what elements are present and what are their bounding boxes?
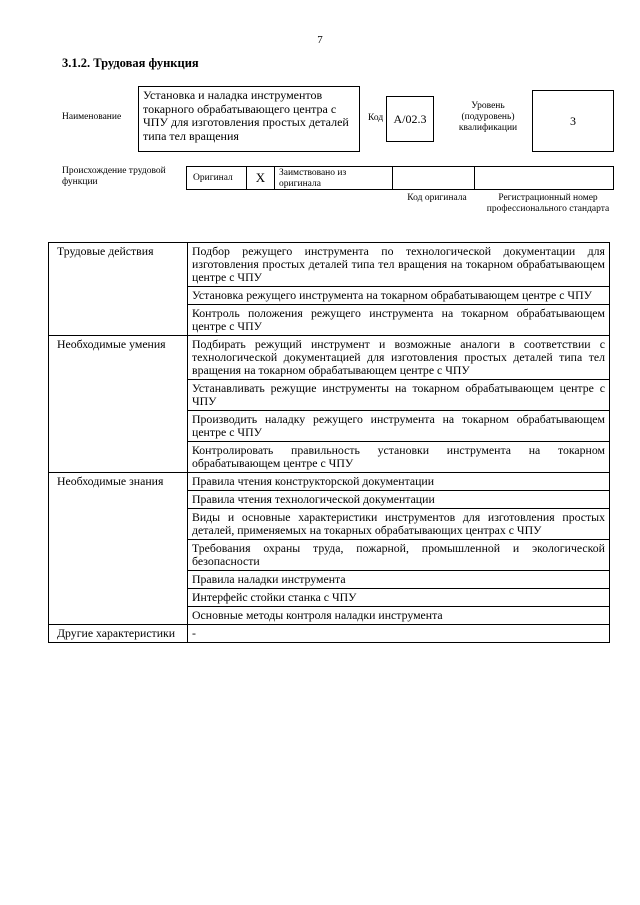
origin-code-caption: Код оригинала bbox=[407, 193, 467, 203]
item-cell: Установка режущего инструмента на токарном обрабатывающем центре с ЧПУ bbox=[188, 287, 610, 305]
borrowed-label: Заимствовано из оригинала bbox=[279, 168, 347, 189]
item-cell: Требования охраны труда, пожарной, промышленной и экологической безопасности bbox=[188, 540, 610, 571]
item-cell: Основные методы контроля наладки инструмента bbox=[188, 607, 610, 625]
item-cell: Подбирать режущий инструмент и возможные аналоги в соответствии с технологической документацией для изготовления простых деталей типа тел вращения на токарном обрабатывающем центре с ЧПУ bbox=[188, 336, 610, 380]
reg-number-cell bbox=[475, 167, 613, 189]
code-value: А/02.3 bbox=[386, 96, 434, 142]
table-row bbox=[49, 473, 610, 491]
item-cell: Правила наладки инструмента bbox=[188, 571, 610, 589]
level-value: 3 bbox=[532, 90, 614, 152]
item-cell: Контролировать правильность установки инструмента на токарном обрабатывающем центре с ЧПУ bbox=[188, 442, 610, 473]
item-cell: - bbox=[188, 625, 610, 643]
category-cell: Необходимые умения bbox=[49, 336, 188, 473]
section-title: 3.1.2. Трудовая функция bbox=[62, 56, 199, 70]
borrowed-cell bbox=[275, 167, 393, 189]
origin-code-cell bbox=[393, 167, 475, 189]
category-cell: Трудовые действия bbox=[49, 243, 188, 336]
item-cell: Правила чтения конструкторской документации bbox=[188, 473, 610, 491]
original-label: Оригинал bbox=[193, 173, 233, 183]
original-mark: X bbox=[247, 167, 275, 189]
item-cell: Производить наладку режущего инструмента на токарном обрабатывающем центре с ЧПУ bbox=[188, 411, 610, 442]
function-table bbox=[48, 242, 610, 643]
item-cell: Виды и основные характеристики инструментов для изготовления простых деталей, применяемых на токарных обрабатывающих центрах с ЧПУ bbox=[188, 509, 610, 540]
item-cell: Устанавливать режущие инструменты на токарном обрабатывающем центре с ЧПУ bbox=[188, 380, 610, 411]
origin-label: Происхождение трудовой функции bbox=[62, 166, 166, 187]
page-number: 7 bbox=[317, 34, 323, 46]
table-row bbox=[49, 625, 610, 643]
item-cell: Контроль положения режущего инструмента на токарном обрабатывающем центре с ЧПУ bbox=[188, 305, 610, 336]
item-cell: Правила чтения технологической документации bbox=[188, 491, 610, 509]
origin-row bbox=[186, 166, 614, 190]
table-row bbox=[49, 336, 610, 380]
category-cell: Необходимые знания bbox=[49, 473, 188, 625]
function-name: Установка и наладка инструментов токарного обрабатывающего центра с ЧПУ для изготовления простых деталей типа тел вращения bbox=[138, 86, 360, 152]
code-label: Код bbox=[368, 113, 384, 123]
table-row bbox=[49, 243, 610, 287]
name-label: Наименование bbox=[62, 112, 122, 122]
item-cell: Интерфейс стойки станка с ЧПУ bbox=[188, 589, 610, 607]
category-cell: Другие характеристики bbox=[49, 625, 188, 643]
level-label: Уровень (подуровень) квалификации bbox=[458, 101, 518, 133]
original-cell bbox=[187, 167, 247, 189]
item-cell: Подбор режущего инструмента по технологической документации для изготовления простых деталей типа тел вращения на токарном обрабатывающем центре с ЧПУ bbox=[188, 243, 610, 287]
reg-number-caption: Регистрационный номер профессионального стандарта bbox=[486, 193, 610, 214]
